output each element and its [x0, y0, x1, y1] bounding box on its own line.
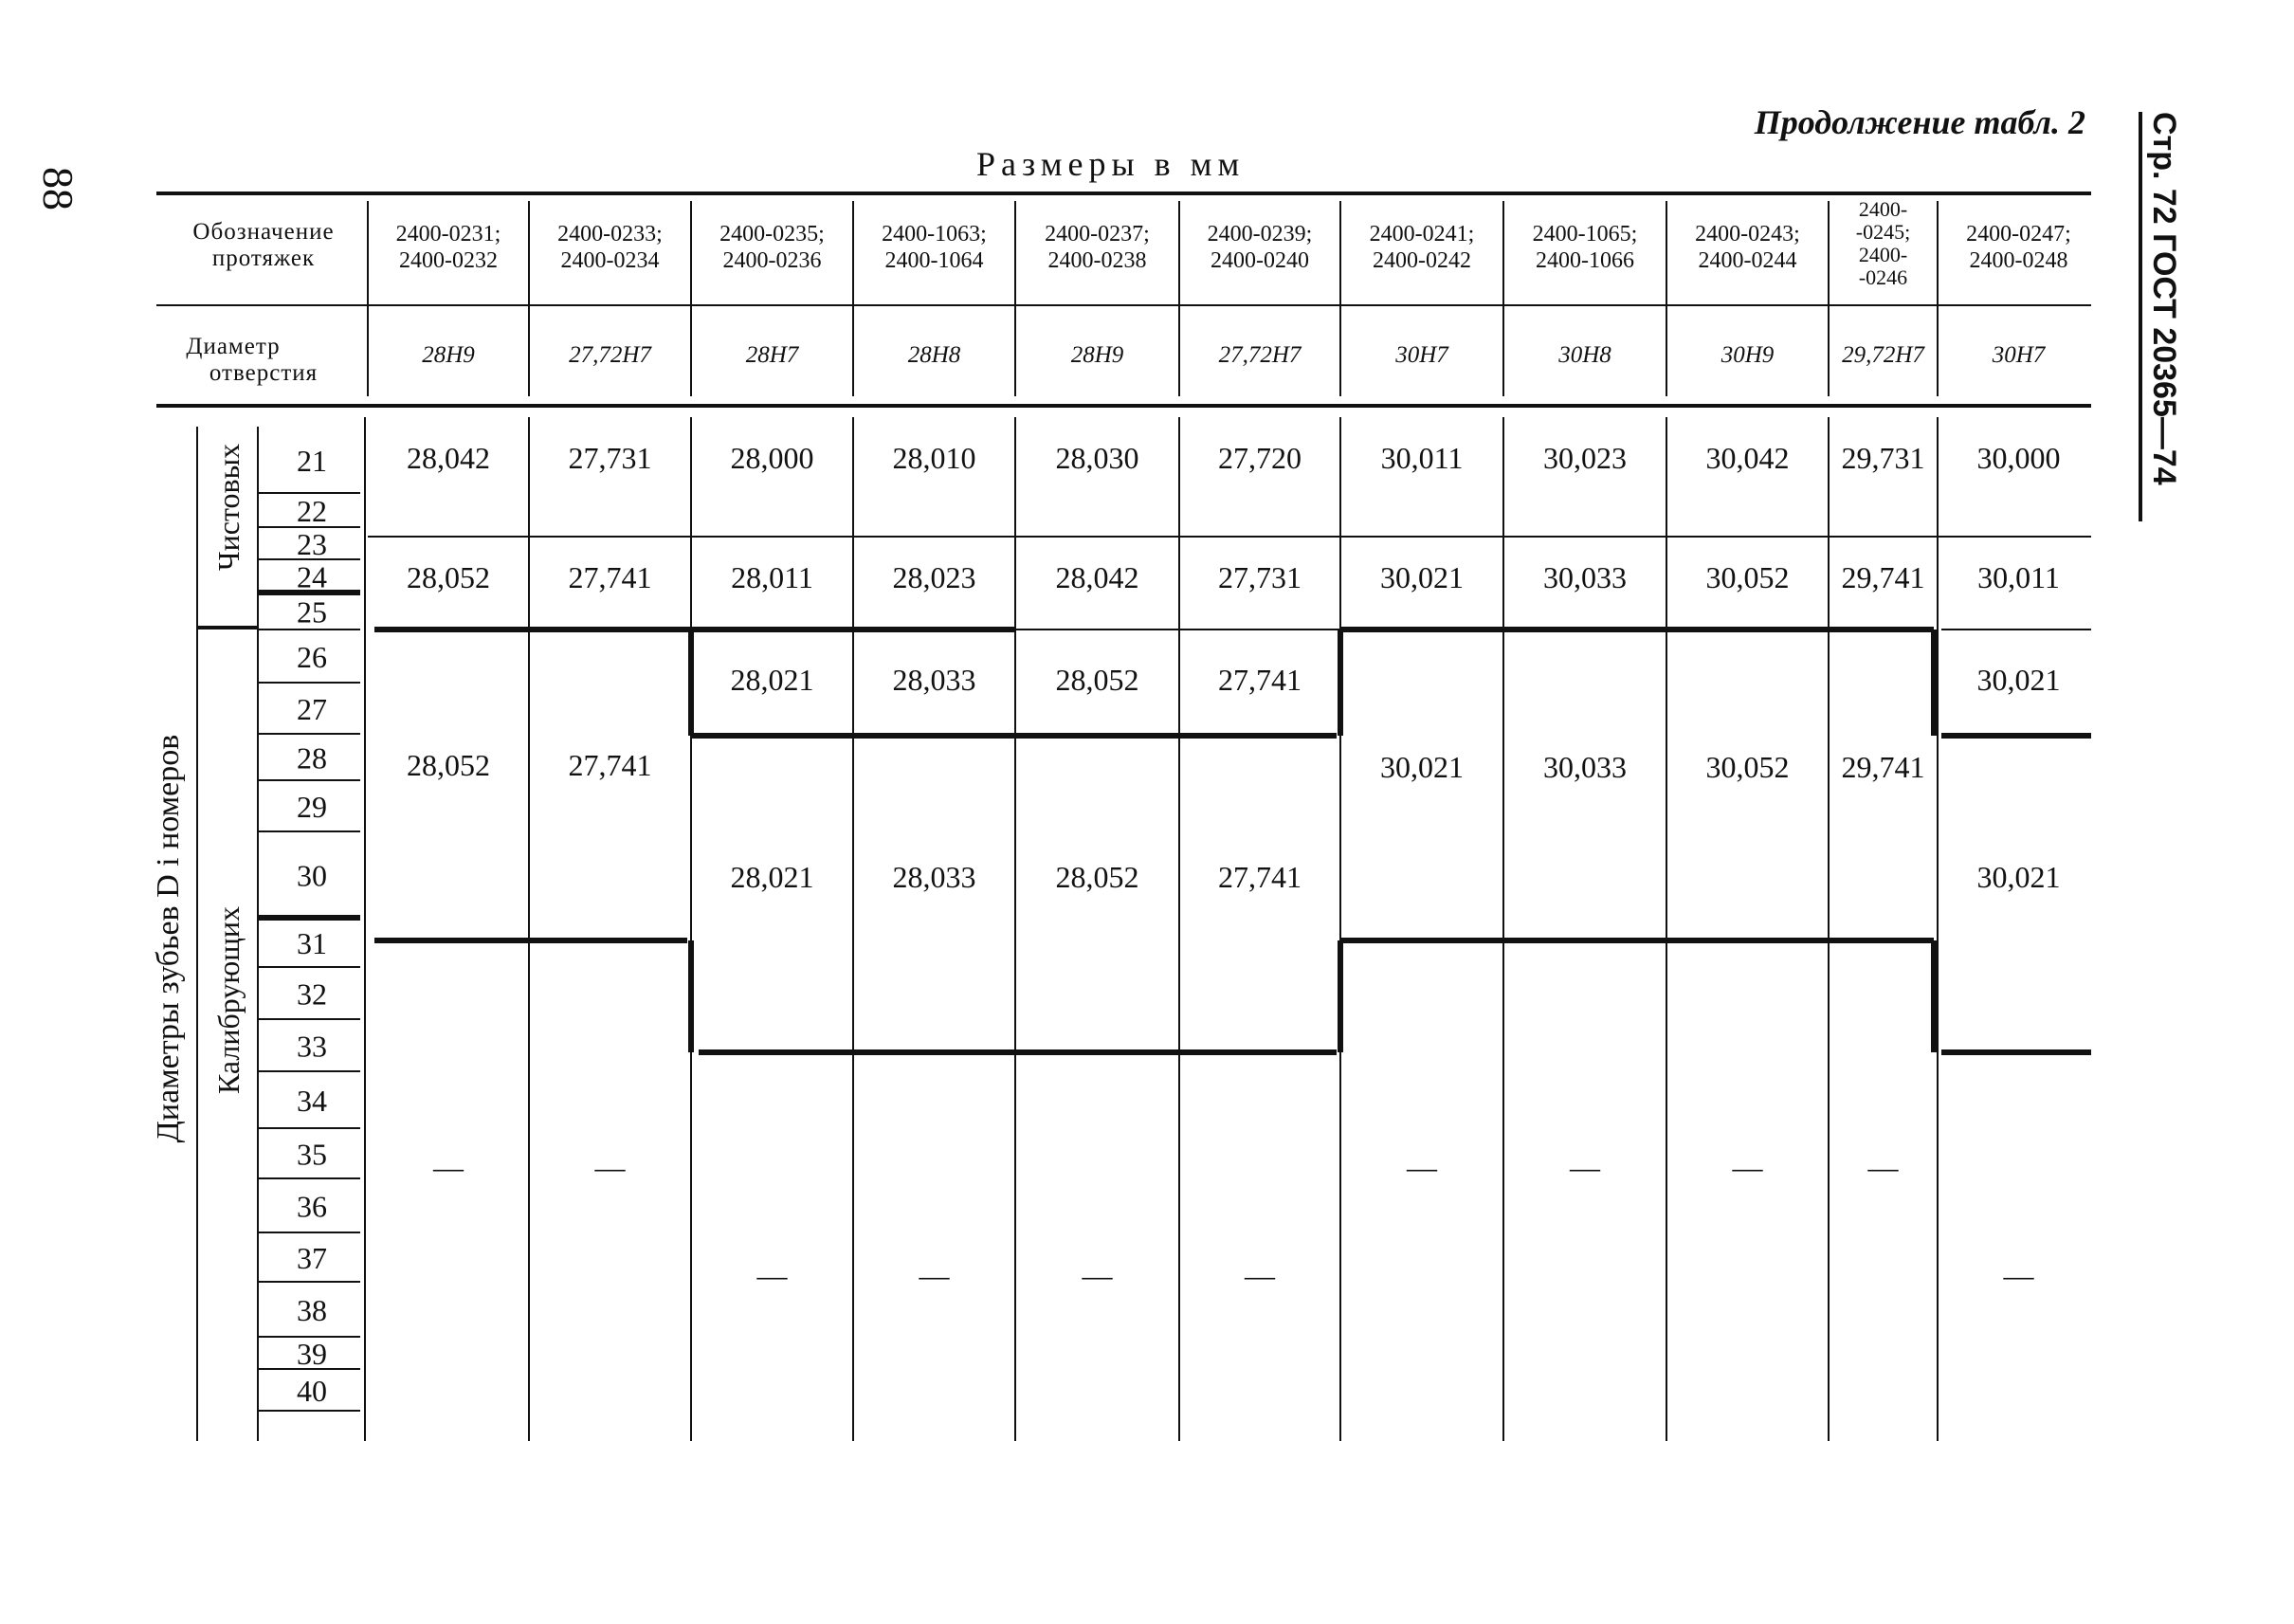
cell-value: 27,720: [1218, 441, 1302, 475]
cell-value: 27,741: [1218, 663, 1302, 697]
cell-value: 30,052: [1705, 750, 1790, 784]
row-number: 29: [297, 790, 327, 824]
cell-dash: —: [594, 1150, 626, 1184]
cell-value: 28,011: [731, 560, 813, 594]
row-number: 28: [297, 740, 327, 776]
designation-code: 2400-0239;: [1207, 222, 1313, 246]
cell-value: 27,741: [1218, 860, 1302, 894]
cell-value: 30,021: [1976, 860, 2061, 894]
cell-value: 30,033: [1543, 560, 1627, 594]
designation-label: протяжек: [211, 246, 316, 271]
cell-value: 30,023: [1543, 441, 1627, 475]
cell-dash: —: [1082, 1258, 1113, 1292]
row-number: 37: [297, 1241, 327, 1275]
row-number: 27: [297, 692, 327, 726]
designation-code: 2400-1063;: [882, 222, 987, 246]
hole-diameter-label: отверстия: [209, 360, 319, 386]
designation-code: 2400-0234: [560, 248, 660, 273]
cell-dash: —: [1570, 1150, 1600, 1184]
designation-code: 2400-1064: [884, 248, 984, 273]
cell-value: 28,010: [892, 441, 976, 475]
row-number: 33: [297, 1029, 327, 1064]
row-number: 22: [297, 494, 327, 528]
side-header: Стр. 72 ГОСТ 20365—74: [2146, 112, 2182, 485]
designation-code: 2400-0237;: [1045, 222, 1150, 246]
row-number: 21: [297, 444, 327, 478]
designation-code: 2400-: [1858, 197, 1908, 221]
designation-code: 2400-0243;: [1695, 222, 1800, 246]
designation-code: 2400-0232: [399, 248, 498, 273]
designation-code: 2400-1066: [1536, 248, 1634, 273]
vertical-main-label: Диаметры зубьев D i номеров: [151, 734, 186, 1143]
cell-dash: —: [1867, 1150, 1899, 1184]
cell-value: 28,033: [892, 860, 976, 894]
row-number: 23: [297, 527, 327, 561]
designation-code: 2400-: [1858, 243, 1908, 266]
cell-dash: —: [1732, 1150, 1763, 1184]
cell-value: 29,731: [1841, 441, 1925, 475]
vertical-finishing-label: Чистовых: [211, 443, 246, 572]
cell-value: 27,731: [568, 441, 652, 475]
cell-value: 30,000: [1976, 441, 2061, 475]
row-number: 24: [297, 559, 327, 594]
cell-dash: —: [1407, 1150, 1437, 1184]
cell-value: 30,021: [1380, 750, 1464, 784]
row-number: 38: [297, 1293, 327, 1327]
designation-code: -0246: [1858, 265, 1908, 289]
hole-diameter: 28H9: [1070, 342, 1124, 368]
dimensions-subtitle: Размеры в мм: [976, 145, 1246, 183]
cell-dash: —: [1245, 1258, 1275, 1292]
cell-value: 30,011: [1977, 560, 2060, 594]
row-number: 32: [297, 976, 327, 1012]
hole-diameter-label: Диаметр: [186, 334, 281, 359]
cell-value: 28,033: [892, 663, 976, 697]
cell-value: 28,042: [1055, 560, 1139, 594]
row-number: 36: [297, 1189, 327, 1224]
cell-value: 27,731: [1218, 560, 1302, 594]
cell-value: 28,021: [730, 663, 814, 697]
designation-code: 2400-0240: [1211, 248, 1309, 273]
cell-dash: —: [433, 1150, 464, 1184]
designation-code: 2400-0233;: [557, 222, 663, 246]
designation-code: 2400-0235;: [719, 222, 825, 246]
vertical-calibrating-label: Калибрующих: [211, 905, 246, 1095]
designation-code: 2400-0244: [1698, 248, 1797, 273]
cell-value: 28,000: [730, 441, 814, 475]
cell-value: 28,052: [1055, 860, 1139, 894]
hole-diameter: 30H7: [1395, 342, 1448, 368]
cell-value: 27,741: [568, 748, 652, 782]
row-number: 35: [297, 1137, 327, 1172]
row-number: 30: [297, 858, 327, 893]
page-number: 88: [34, 167, 82, 210]
hole-diameter: 27,72H7: [569, 342, 651, 368]
hole-diameter: 28H7: [745, 342, 799, 368]
hole-diameter: 29,72H7: [1842, 342, 1924, 368]
cell-value: 30,033: [1543, 750, 1627, 784]
row-number: 39: [297, 1337, 327, 1371]
cell-dash: —: [919, 1258, 950, 1292]
cell-value: 30,021: [1380, 560, 1464, 594]
cell-value: 28,042: [407, 441, 490, 475]
cell-value: 28,052: [407, 560, 490, 594]
designation-code: 2400-1065;: [1532, 222, 1638, 246]
hole-diameter: 28H9: [422, 342, 475, 368]
cell-value: 27,741: [568, 560, 652, 594]
row-number: 25: [297, 594, 327, 630]
cell-dash: —: [756, 1258, 788, 1292]
cell-value: 29,741: [1841, 750, 1925, 784]
hole-diameter: 30H9: [1720, 342, 1775, 368]
cell-value: 30,042: [1705, 441, 1790, 475]
cell-value: 28,030: [1055, 441, 1139, 475]
designation-code: 2400-0242: [1373, 248, 1471, 273]
hole-diameter: 28H8: [907, 342, 961, 368]
designation-label: Обозначение: [192, 219, 335, 245]
row-number: 34: [297, 1084, 327, 1118]
hole-diameter: 30H8: [1558, 342, 1611, 368]
designation-code: -0245;: [1855, 220, 1911, 244]
cell-value: 28,052: [407, 748, 490, 782]
row-number: 40: [297, 1374, 327, 1408]
designation-code: 2400-0236: [722, 248, 822, 273]
cell-value: 28,052: [1055, 663, 1139, 697]
cell-dash: —: [2003, 1258, 2034, 1292]
cell-value: 30,021: [1976, 663, 2061, 697]
cell-value: 30,011: [1380, 441, 1464, 475]
designation-code: 2400-0238: [1047, 248, 1147, 273]
designation-code: 2400-0247;: [1966, 222, 2071, 246]
hole-diameter: 27,72H7: [1218, 342, 1302, 368]
cell-value: 30,052: [1705, 560, 1790, 594]
cell-value: 28,023: [892, 560, 976, 594]
designation-code: 2400-0248: [1969, 248, 2068, 273]
designation-code: 2400-0231;: [395, 222, 501, 246]
row-number: 26: [297, 640, 327, 674]
hole-diameter: 30H7: [1992, 342, 2046, 368]
cell-value: 29,741: [1841, 560, 1925, 594]
row-number: 31: [297, 926, 327, 960]
designation-code: 2400-0241;: [1369, 222, 1475, 246]
continuation-label: Продолжение табл. 2: [1754, 103, 2085, 141]
cell-value: 28,021: [730, 860, 814, 894]
